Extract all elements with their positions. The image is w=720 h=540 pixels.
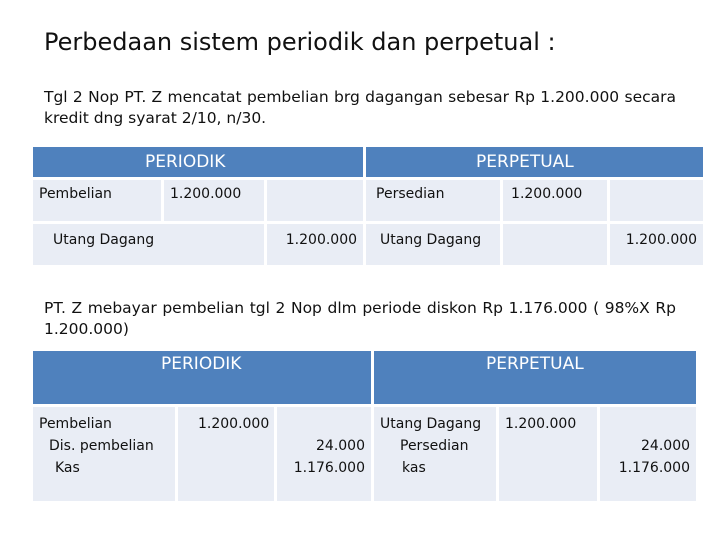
amount: 1.176.000 xyxy=(293,460,365,476)
perpetual-debit xyxy=(503,224,607,265)
slide-title: Perbedaan sistem periodik dan perpetual : xyxy=(44,28,556,56)
transaction-description-1: Tgl 2 Nop PT. Z mencatat pembelian brg dagangan sebesar Rp 1.200.000 secara kredit dng syarat 2/10, n/30. xyxy=(44,88,676,127)
journal-row xyxy=(33,180,703,221)
account-name: Persedian xyxy=(400,438,469,454)
perpetual-debit: 1.200.000 xyxy=(503,180,607,221)
journal-row xyxy=(33,224,703,265)
perpetual-header: PERPETUAL xyxy=(366,147,703,177)
amount: 24.000 xyxy=(316,438,365,454)
journal-row xyxy=(33,407,696,501)
periodik-account: Pembelian xyxy=(33,180,161,221)
journal-table-1 xyxy=(30,144,706,268)
perpetual-accounts xyxy=(374,407,496,501)
periodik-account: Utang Dagang xyxy=(33,224,264,265)
amount: 24.000 xyxy=(641,438,691,454)
periodik-credit xyxy=(277,407,371,501)
amount: 1.200.000 xyxy=(198,416,270,432)
periodik-credit: 1.200.000 xyxy=(267,224,363,265)
periodik-debit: 1.200.000 xyxy=(164,180,264,221)
account-name: Pembelian xyxy=(39,416,112,432)
account-name: kas xyxy=(402,460,426,476)
account-name: Dis. pembelian xyxy=(49,438,154,454)
periodik-header: PERIODIK xyxy=(33,147,363,177)
account-name: Utang Dagang xyxy=(380,416,482,432)
journal-table-2 xyxy=(30,348,699,504)
account-name: Kas xyxy=(55,460,80,476)
perpetual-header: PERPETUAL xyxy=(374,351,696,404)
amount: 1.176.000 xyxy=(618,460,691,476)
amount xyxy=(606,413,690,435)
periodik-accounts xyxy=(33,407,175,501)
perpetual-credit xyxy=(600,407,696,501)
amount xyxy=(283,413,365,435)
amount: 1.200.000 xyxy=(505,416,577,432)
transaction-description-2: PT. Z mebayar pembelian tgl 2 Nop dlm periode diskon Rp 1.176.000 ( 98%X Rp 1.200.000) xyxy=(44,299,676,338)
perpetual-debit xyxy=(499,407,597,501)
perpetual-account: Utang Dagang xyxy=(366,224,500,265)
periodik-credit xyxy=(267,180,363,221)
perpetual-account: Persedian xyxy=(366,180,500,221)
periodik-header: PERIODIK xyxy=(33,351,371,404)
perpetual-credit: 1.200.000 xyxy=(610,224,703,265)
perpetual-credit xyxy=(610,180,703,221)
periodik-debit xyxy=(178,407,274,501)
